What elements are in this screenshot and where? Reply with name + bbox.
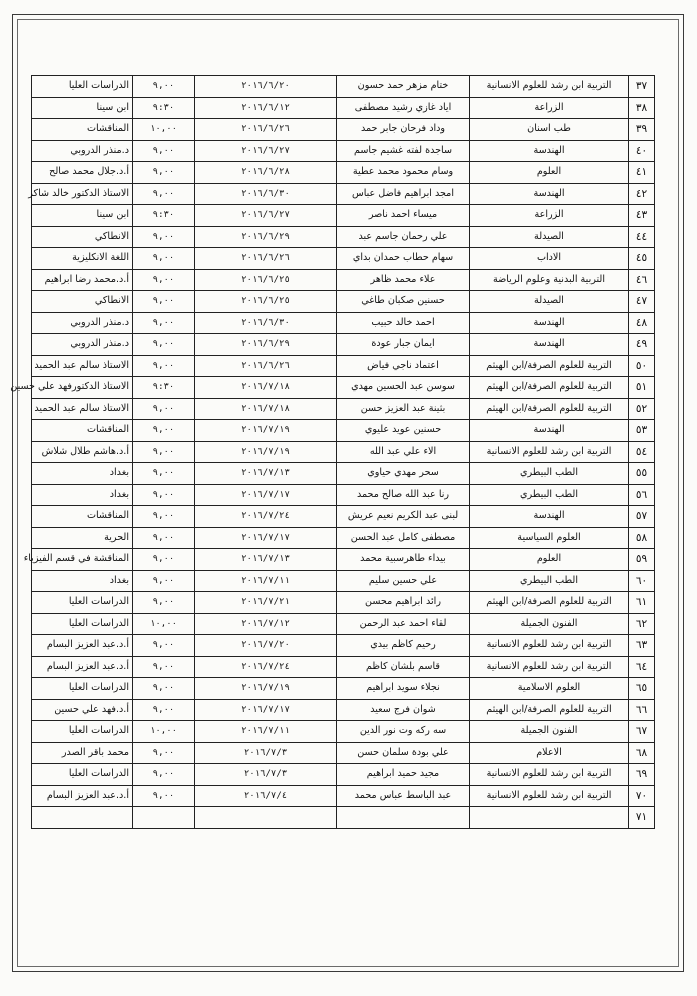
venue-cell: أ.د.هاشم طلال شلاش [32,441,133,463]
date-cell: ٢٠١٦/٦/٢٦ [195,355,337,377]
date-cell: ٢٠١٦/٧/١٧ [195,699,337,721]
time-cell: ٩,٠٠ [133,592,195,614]
college-cell: الطب البيطري [470,463,629,485]
venue-cell: ابن سينا [32,97,133,119]
time-cell: ٩,٠٠ [133,527,195,549]
date-cell: ٢٠١٦/٧/١٣ [195,549,337,571]
row-number: ٦٣ [629,635,655,657]
table-row [32,398,655,420]
student-name-cell: علي حسين سليم [337,570,470,592]
college-cell: التربية ابن رشد للعلوم الانسانية [470,785,629,807]
venue-cell [32,807,133,829]
row-number: ٤٩ [629,334,655,356]
time-cell: ٩,٠٠ [133,140,195,162]
college-cell: التربية للعلوم الصرفة/ابن الهيثم [470,355,629,377]
time-cell: ٩:٣٠ [133,377,195,399]
table-row [32,527,655,549]
venue-cell: الاستاذ سالم عبد الحميد [32,398,133,420]
date-cell: ٢٠١٦/٦/٢٩ [195,334,337,356]
college-cell: التربية البدنية وعلوم الرياضة [470,269,629,291]
date-cell: ٢٠١٦/٧/٢١ [195,592,337,614]
student-name-cell: حسنين صكبان طاغي [337,291,470,313]
college-cell: العلوم الاسلامية [470,678,629,700]
venue-cell: د.منذر الدروبي [32,312,133,334]
time-cell: ٩,٠٠ [133,269,195,291]
student-name-cell: شوان فرج سعيد [337,699,470,721]
student-name-cell: رحيم كاظم بيدي [337,635,470,657]
college-cell: الفنون الجميلة [470,613,629,635]
table-row [32,506,655,528]
venue-cell: الدراسات العليا [32,613,133,635]
venue-cell: محمد باقر الصدر [32,742,133,764]
student-name-cell: احمد خالد حبيب [337,312,470,334]
row-number: ٤٠ [629,140,655,162]
date-cell [195,807,337,829]
row-number: ٤٤ [629,226,655,248]
venue-cell: الدراسات العليا [32,678,133,700]
venue-cell: بغداد [32,484,133,506]
college-cell: الصيدلة [470,226,629,248]
student-name-cell: ساجدة لفته غشيم جاسم [337,140,470,162]
venue-cell: د.منذر الدروبي [32,140,133,162]
student-name-cell: نجلاء سويد ابراهيم [337,678,470,700]
row-number: ٦٠ [629,570,655,592]
date-cell: ٢٠١٦/٧/٣ [195,742,337,764]
student-name-cell: علي بودة سلمان حسن [337,742,470,764]
venue-cell: الاستاذ الدكتورفهد علي حسين [32,377,133,399]
date-cell: ٢٠١٦/٦/٢٦ [195,119,337,141]
time-cell: ٩,٠٠ [133,441,195,463]
student-name-cell: لقاء احمد عبد الرحمن [337,613,470,635]
venue-cell: أ.د.جلال محمد صالح [32,162,133,184]
thesis-defense-table [10,75,655,829]
time-cell: ٩,٠٠ [133,398,195,420]
table-row [32,291,655,313]
student-name-cell: ايمان جبار عودة [337,334,470,356]
venue-cell: اللغة الانكليزية [32,248,133,270]
venue-cell: المناقشات [32,119,133,141]
row-number: ٤٨ [629,312,655,334]
venue-cell: أ.د.عبد العزيز البسام [32,656,133,678]
student-name-cell: لبنى عبد الكريم نعيم عريش [337,506,470,528]
time-cell: ٩,٠٠ [133,484,195,506]
table-row [32,226,655,248]
row-number: ٣٧ [629,76,655,98]
row-number: ٦٩ [629,764,655,786]
date-cell: ٢٠١٦/٧/٢٠ [195,635,337,657]
table-row [32,678,655,700]
date-cell: ٢٠١٦/٦/٢٨ [195,162,337,184]
college-cell: الهندسة [470,140,629,162]
row-number: ٤٧ [629,291,655,313]
venue-cell: المناقشة في قسم الفيزياء [32,549,133,571]
venue-cell: المناقشات [32,506,133,528]
row-number: ٥٧ [629,506,655,528]
row-number: ٣٩ [629,119,655,141]
date-cell: ٢٠١٦/٧/١٣ [195,463,337,485]
student-name-cell: مجيد حميد ابراهيم [337,764,470,786]
student-name-cell: سحر مهدي حياوي [337,463,470,485]
date-cell: ٢٠١٦/٧/١٧ [195,527,337,549]
college-cell: العلوم السياسية [470,527,629,549]
table-row [32,764,655,786]
row-number: ٥٤ [629,441,655,463]
venue-cell: الانطاكي [32,226,133,248]
venue-cell: المناقشات [32,420,133,442]
college-cell: الصيدلة [470,291,629,313]
table-row [32,463,655,485]
date-cell: ٢٠١٦/٧/١٩ [195,441,337,463]
row-number: ٥٠ [629,355,655,377]
date-cell: ٢٠١٦/٧/١٨ [195,377,337,399]
college-cell: التربية ابن رشد للعلوم الانسانية [470,764,629,786]
table-row [32,484,655,506]
venue-cell: الاستاذ سالم عبد الحميد [32,355,133,377]
venue-cell: أ.د.عبد العزيز البسام [32,785,133,807]
date-cell: ٢٠١٦/٧/٣ [195,764,337,786]
table-row [32,613,655,635]
date-cell: ٢٠١٦/٦/٢٠ [195,76,337,98]
row-number: ٦٧ [629,721,655,743]
row-number: ٤٣ [629,205,655,227]
college-cell: التربية ابن رشد للعلوم الانسانية [470,76,629,98]
table-row [32,205,655,227]
table-row [32,119,655,141]
college-cell: التربية للعلوم الصرفة/ابن الهيثم [470,592,629,614]
student-name-cell: بثينة عبد العزيز حسن [337,398,470,420]
date-cell: ٢٠١٦/٧/١٩ [195,420,337,442]
college-cell: الطب البيطري [470,570,629,592]
row-number: ٥٢ [629,398,655,420]
time-cell: ٩,٠٠ [133,420,195,442]
table-row [32,355,655,377]
row-number: ٥٨ [629,527,655,549]
date-cell: ٢٠١٦/٧/١٧ [195,484,337,506]
student-name-cell: وداد فرحان جابر حمد [337,119,470,141]
table-row [32,269,655,291]
date-cell: ٢٠١٦/٦/١٢ [195,97,337,119]
row-number: ٦١ [629,592,655,614]
table-row [32,635,655,657]
college-cell: الزراعة [470,205,629,227]
student-name-cell: سه ركه وت نور الدين [337,721,470,743]
college-cell: الاداب [470,248,629,270]
row-number: ٧٠ [629,785,655,807]
row-number: ٧١ [629,807,655,829]
time-cell: ٩,٠٠ [133,76,195,98]
table-row [32,785,655,807]
table-row [32,592,655,614]
time-cell: ٩,٠٠ [133,785,195,807]
row-number: ٣٨ [629,97,655,119]
time-cell: ٩,٠٠ [133,570,195,592]
date-cell: ٢٠١٦/٦/٢٧ [195,205,337,227]
time-cell: ٩,٠٠ [133,248,195,270]
date-cell: ٢٠١٦/٧/١١ [195,570,337,592]
date-cell: ٢٠١٦/٦/٢٧ [195,140,337,162]
time-cell: ٩,٠٠ [133,355,195,377]
table-row [32,549,655,571]
time-cell: ٩,٠٠ [133,635,195,657]
student-name-cell [337,807,470,829]
college-cell: الزراعة [470,97,629,119]
table-row [32,334,655,356]
time-cell: ٩,٠٠ [133,549,195,571]
college-cell: الهندسة [470,183,629,205]
student-name-cell: ميساء احمد ناصر [337,205,470,227]
row-number: ٦٥ [629,678,655,700]
table-row [32,656,655,678]
time-cell: ٩,٠٠ [133,226,195,248]
table-row [32,183,655,205]
row-number: ٥٥ [629,463,655,485]
time-cell: ٩,٠٠ [133,162,195,184]
time-cell: ٩,٠٠ [133,463,195,485]
table-row [32,570,655,592]
row-number: ٤٥ [629,248,655,270]
venue-cell: أ.د.محمد رضا ابراهيم [32,269,133,291]
college-cell: الفنون الجميلة [470,721,629,743]
student-name-cell: رنا عبد الله صالح محمد [337,484,470,506]
college-cell: التربية للعلوم الصرفة/ابن الهيثم [470,699,629,721]
table-body [10,76,655,829]
student-name-cell: اياد غازي رشيد مصطفى [337,97,470,119]
time-cell: ٩,٠٠ [133,678,195,700]
table-row [32,312,655,334]
college-cell: العلوم [470,162,629,184]
date-cell: ٢٠١٦/٦/٢٥ [195,269,337,291]
venue-cell: الدراسات العليا [32,764,133,786]
date-cell: ٢٠١٦/٧/٢٤ [195,656,337,678]
time-cell: ٩,٠٠ [133,699,195,721]
student-name-cell: الاء علي عبد الله [337,441,470,463]
table-row [32,248,655,270]
row-number: ٦٦ [629,699,655,721]
student-name-cell: علي رحمان جاسم عبد [337,226,470,248]
date-cell: ٢٠١٦/٧/١١ [195,721,337,743]
student-name-cell: قاسم بلشان كاظم [337,656,470,678]
time-cell: ١٠,٠٠ [133,721,195,743]
student-name-cell: علاء محمد ظاهر [337,269,470,291]
table-row [32,97,655,119]
row-number: ٥١ [629,377,655,399]
date-cell: ٢٠١٦/٦/٢٦ [195,248,337,270]
row-number: ٦٨ [629,742,655,764]
student-name-cell: سوسن عبد الحسين مهدي [337,377,470,399]
date-cell: ٢٠١٦/٧/٢٤ [195,506,337,528]
college-cell: التربية ابن رشد للعلوم الانسانية [470,441,629,463]
date-cell: ٢٠١٦/٧/١٩ [195,678,337,700]
venue-cell: الانطاكي [32,291,133,313]
venue-cell: أ.د.فهد علي حسين [32,699,133,721]
row-number: ٦٤ [629,656,655,678]
venue-cell: بغداد [32,463,133,485]
table-row [32,420,655,442]
row-number: ٤٦ [629,269,655,291]
venue-cell: الدراسات العليا [32,592,133,614]
student-name-cell: سهام حطاب حمدان بداي [337,248,470,270]
college-cell: العلوم [470,549,629,571]
time-cell: ٩,٠٠ [133,312,195,334]
student-name-cell: ختام مزهر حمد حسون [337,76,470,98]
student-name-cell: بيداء طاهرسبية محمد [337,549,470,571]
time-cell: ٩:٣٠ [133,97,195,119]
row-number: ٦٢ [629,613,655,635]
college-cell: الهندسة [470,506,629,528]
venue-cell: الحرية [32,527,133,549]
college-cell: الهندسة [470,312,629,334]
time-cell: ٩,٠٠ [133,183,195,205]
time-cell: ٩,٠٠ [133,506,195,528]
venue-cell: بغداد [32,570,133,592]
college-cell [470,807,629,829]
student-name-cell: مصطفى كامل عبد الحسن [337,527,470,549]
student-name-cell: حسنين عويد عليوي [337,420,470,442]
student-name-cell: وسام محمود محمد عطية [337,162,470,184]
table-row [32,441,655,463]
time-cell: ٩,٠٠ [133,764,195,786]
table-row [32,140,655,162]
venue-cell: ابن سينا [32,205,133,227]
table-row [32,721,655,743]
table-row [32,377,655,399]
date-cell: ٢٠١٦/٧/١٨ [195,398,337,420]
college-cell: التربية للعلوم الصرفة/ابن الهيثم [470,398,629,420]
date-cell: ٢٠١٦/٧/٤ [195,785,337,807]
date-cell: ٢٠١٦/٦/٣٠ [195,312,337,334]
college-cell: الطب البيطري [470,484,629,506]
date-cell: ٢٠١٦/٦/٢٩ [195,226,337,248]
time-cell: ١٠,٠٠ [133,613,195,635]
table-row [32,699,655,721]
college-cell: التربية ابن رشد للعلوم الانسانية [470,635,629,657]
time-cell: ٩:٣٠ [133,205,195,227]
student-name-cell: رائد ابراهيم محسن [337,592,470,614]
venue-cell: الاستاذ الدكتور خالد شاكر [32,183,133,205]
college-cell: طب اسنان [470,119,629,141]
venue-cell: الدراسات العليا [32,721,133,743]
table-row [32,76,655,98]
row-number: ٤٢ [629,183,655,205]
time-cell [133,807,195,829]
college-cell: الاعلام [470,742,629,764]
time-cell: ٩,٠٠ [133,742,195,764]
row-number: ٥٩ [629,549,655,571]
date-cell: ٢٠١٦/٦/٣٠ [195,183,337,205]
college-cell: التربية للعلوم الصرفة/ابن الهيثم [470,377,629,399]
college-cell: الهندسة [470,334,629,356]
table-row [32,162,655,184]
time-cell: ١٠,٠٠ [133,119,195,141]
row-number: ٤١ [629,162,655,184]
time-cell: ٩,٠٠ [133,291,195,313]
college-cell: الهندسة [470,420,629,442]
venue-cell: أ.د.عبد العزيز البسام [32,635,133,657]
college-cell: التربية ابن رشد للعلوم الانسانية [470,656,629,678]
venue-cell: الدراسات العليا [32,76,133,98]
table-row [32,742,655,764]
time-cell: ٩,٠٠ [133,656,195,678]
venue-cell: د.منذر الدروبي [32,334,133,356]
time-cell: ٩,٠٠ [133,334,195,356]
student-name-cell: عبد الباسط عباس محمد [337,785,470,807]
date-cell: ٢٠١٦/٦/٢٥ [195,291,337,313]
date-cell: ٢٠١٦/٧/١٢ [195,613,337,635]
student-name-cell: اعتماد ناجي فياض [337,355,470,377]
row-number: ٥٦ [629,484,655,506]
table-row [32,807,655,829]
row-number: ٥٣ [629,420,655,442]
student-name-cell: امجد ابراهيم فاضل عباس [337,183,470,205]
